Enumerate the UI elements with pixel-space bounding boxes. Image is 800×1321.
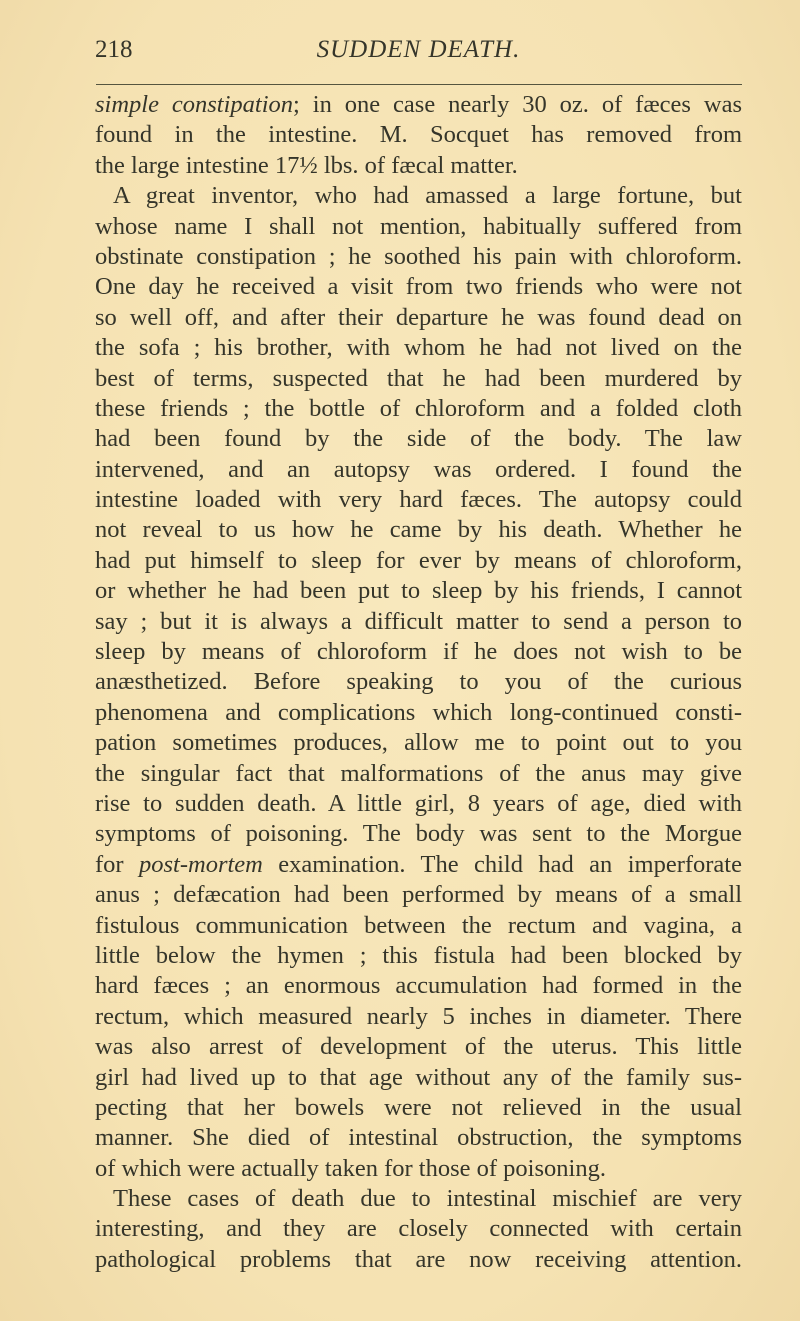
- text-segment: hard fæces ; an enormous accumulation had formed in the: [95, 972, 742, 1000]
- text-line: [95, 667, 742, 697]
- text-segment: A great inventor, who had amassed a large fortune, but: [113, 182, 742, 210]
- text-line: [95, 1154, 742, 1184]
- text-segment: so well off, and after their departure he was found dead on: [95, 303, 742, 331]
- text-segment: girl had lived up to that age without any of the family sus-: [95, 1063, 742, 1091]
- text-line: [95, 880, 742, 910]
- text-segment: rise to sudden death. A little girl, 8 years of age, died with: [95, 789, 742, 817]
- text-segment: whose name I shall not mention, habitually suffered from: [95, 212, 742, 240]
- text-segment: pathological problems that are now receiving attention.: [95, 1245, 742, 1273]
- text-line: [95, 181, 742, 211]
- text-line: [95, 637, 742, 667]
- text-segment: intervened, and an autopsy was ordered. I found the: [95, 455, 742, 483]
- text-line: [95, 698, 742, 728]
- text-segment: found in the intestine. M. Socquet has removed from: [95, 121, 742, 149]
- text-line: [95, 1245, 742, 1275]
- text-segment: these friends ; the bottle of chloroform and a folded cloth: [95, 394, 742, 422]
- text-segment: fistulous communication between the rectum and vagina, a: [95, 911, 742, 939]
- text-segment: One day he received a visit from two friends who were not: [95, 273, 742, 301]
- running-title: SUDDEN DEATH.: [316, 36, 521, 63]
- text-line: [95, 364, 742, 394]
- text-segment: of which were actually taken for those of poisoning.: [95, 1154, 606, 1182]
- text-line: [95, 1032, 742, 1062]
- running-head: [95, 36, 742, 66]
- text-segment: manner. She died of intestinal obstruction, the symptoms: [95, 1124, 742, 1152]
- text-line: [95, 576, 742, 606]
- text-segment: intestine loaded with very hard fæces. The autopsy could: [95, 486, 742, 514]
- text-line: [95, 151, 742, 181]
- text-line: [95, 850, 742, 880]
- text-segment: little below the hymen ; this fistula had been blocked by: [95, 941, 742, 969]
- text-line: [95, 242, 742, 272]
- text-segment: ; in one case nearly 30 oz. of fæces was: [293, 91, 742, 118]
- header-rule: [96, 84, 742, 85]
- text-line: [95, 1063, 742, 1093]
- text-segment: best of terms, suspected that he had been murdered by: [95, 364, 742, 392]
- text-line: [95, 515, 742, 545]
- text-line: [95, 941, 742, 971]
- text-segment: was also arrest of development of the uterus. This little: [95, 1033, 742, 1061]
- text-segment: symptoms of poisoning. The body was sent to the Morgue: [95, 820, 742, 848]
- text-line: [95, 394, 742, 424]
- text-line: [95, 90, 742, 120]
- text-line: [95, 212, 742, 242]
- text-segment: sleep by means of chloroform if he does not wish to be: [95, 638, 742, 666]
- text-line: [95, 303, 742, 333]
- text-line: [95, 971, 742, 1001]
- text-line: [95, 1093, 742, 1123]
- text-line: [95, 120, 742, 150]
- text-segment: or whether he had been put to sleep by his friends, I cannot: [95, 577, 742, 605]
- text-segment: rectum, which measured nearly 5 inches in diameter. There: [95, 1002, 742, 1030]
- text-segment: the sofa ; his brother, with whom he had not lived on the: [95, 334, 742, 362]
- text-line: [95, 911, 742, 941]
- text-line: [95, 607, 742, 637]
- text-segment: say ; but it is always a difficult matter to send a person to: [95, 607, 742, 635]
- text-line: [95, 1002, 742, 1032]
- text-segment: These cases of death due to intestinal mischief are very: [113, 1185, 742, 1213]
- italic-text: simple constipation: [95, 91, 294, 118]
- text-segment: for: [95, 850, 139, 878]
- text-segment: pation sometimes produces, allow me to point out to you: [95, 729, 742, 757]
- text-line: [95, 819, 742, 849]
- text-line: [95, 1184, 742, 1214]
- text-line: [95, 485, 742, 515]
- italic-text: post-mortem: [139, 850, 263, 878]
- text-segment: interesting, and they are closely connected with certain: [95, 1215, 742, 1243]
- text-line: [95, 1123, 742, 1153]
- text-segment: the large intestine 17½ lbs. of fæcal matter.: [95, 151, 518, 179]
- text-segment: not reveal to us how he came by his death. Whether he: [95, 516, 742, 544]
- body-text: [95, 90, 742, 1275]
- text-segment: phenomena and complications which long-continued consti-: [95, 698, 742, 726]
- page-number: 218: [95, 36, 133, 63]
- text-segment: obstinate constipation ; he soothed his pain with chloroform.: [95, 242, 742, 270]
- text-line: [95, 789, 742, 819]
- text-line: [95, 424, 742, 454]
- text-segment: anus ; defæcation had been performed by means of a small: [95, 881, 742, 909]
- text-line: [95, 455, 742, 485]
- text-line: [95, 333, 742, 363]
- text-line: [95, 1214, 742, 1244]
- text-line: [95, 728, 742, 758]
- text-line: [95, 272, 742, 302]
- text-line: [95, 759, 742, 789]
- text-segment: the singular fact that malformations of the anus may give: [95, 759, 742, 787]
- text-line: [95, 546, 742, 576]
- text-segment: had put himself to sleep for ever by means of chloroform,: [95, 546, 742, 574]
- text-segment: anæsthetized. Before speaking to you of the curious: [95, 668, 742, 696]
- text-segment: pecting that her bowels were not relieved in the usual: [95, 1093, 742, 1121]
- text-segment: examination. The child had an imperforate: [262, 850, 742, 878]
- text-segment: had been found by the side of the body. The law: [95, 425, 742, 453]
